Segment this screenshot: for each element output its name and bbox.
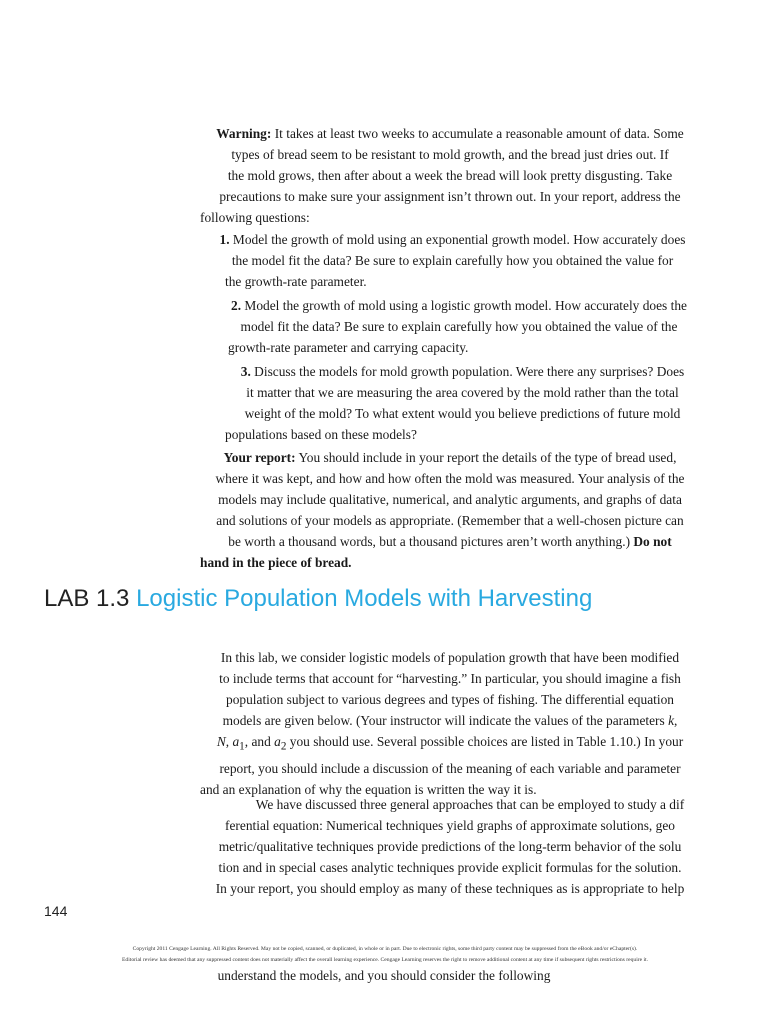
copyright-notice: Copyright 2011 Cengage Learning. All Rights Reserved. May not be copied, scanned, or duplicated, in whole or in part. Due to electronic rights, some third party content may be suppressed from the eBook and/or eChapter(s). Editorial review has deemed that any suppressed content does not materially affect the overall learning experience. Cengage Learning reserves the right to remove additional content at any time if subsequent rights restrictions require it. [122, 946, 648, 963]
approaches-paragraph: We have discussed three general approaches that can be employed to study a dif ferential equation: Numerical techniques yield graphs of approximate solutions, geo metric/qualitative techniques provide predictions of the long-term behavior of the solu tion and in special cases analytic techniques provide explicit formulas for the solution. In your report, you should employ as many of these techniques as is appropriate to help [215, 797, 685, 896]
question-2: 2. Model the growth of mold using a logistic growth model. How accurately does the model fit the data? Be sure to explain carefully how you obtained the value of the growth-rate parameter and carrying capacity. [228, 298, 687, 355]
report-paragraph: Your report: You should include in your report the details of the type of bread used, where it was kept, and how and how often the mold was measured. Your analysis of the models may include qualitative, numerical, and analytic arguments, and graphs of data and solutions of your models as appropriate. (Remember that a well-chosen picture can be worth a thousand words, but a thousand pictures aren’t worth anything.) Do not hand in the piece of bread. [200, 450, 685, 570]
warning-paragraph: Warning: It takes at least two weeks to accumulate a reasonable amount of data. Some types of bread seem to be resistant to mold growth, and the bread just dries out. If the mold grows, then after about a week the bread will look pretty disgusting. Take precautions to make sure your assignment isn’t thrown out. In your report, address the following questions: [200, 126, 684, 225]
intro-paragraph: In this lab, we consider logistic models of population growth that have been modified to include terms that account for “harvesting.” In particular, you should imagine a fish population subject to various degrees and types of fishing. The differential equation models are given below. (Your instructor will indicate the values of the parameters k, N, $a_1$, and $a_2$ you should use. Several possible choices are listed in Table 1.10.) In your report, you should include a discussion of the meaning of each variable and parameter and an explanation of why the equation is written the way it is. [200, 650, 684, 797]
question-3: 3. Discuss the models for mold growth population. Were there any surprises? Does it matter that we are measuring the area covered by the mold rather than the total weight of the mold? To what extent would you believe predictions of future mold populations based on these models? [225, 364, 685, 442]
question-1: 1. Model the growth of mold using an exponential growth model. How accurately does the model fit the data? Be sure to explain carefully how you obtained the value for the growth-rate parameter. [219, 232, 686, 289]
warning-label: Warning: [216, 126, 272, 141]
report-label: Your report: [223, 450, 296, 465]
page-number: 144 [44, 903, 68, 919]
lab-title: Logistic Population Models with Harvesting [136, 585, 593, 612]
lab-number: LAB 1.3 [44, 585, 130, 612]
continued-text-line: understand the models, and you should consider the following [217, 968, 551, 983]
lab-heading [44, 585, 592, 613]
